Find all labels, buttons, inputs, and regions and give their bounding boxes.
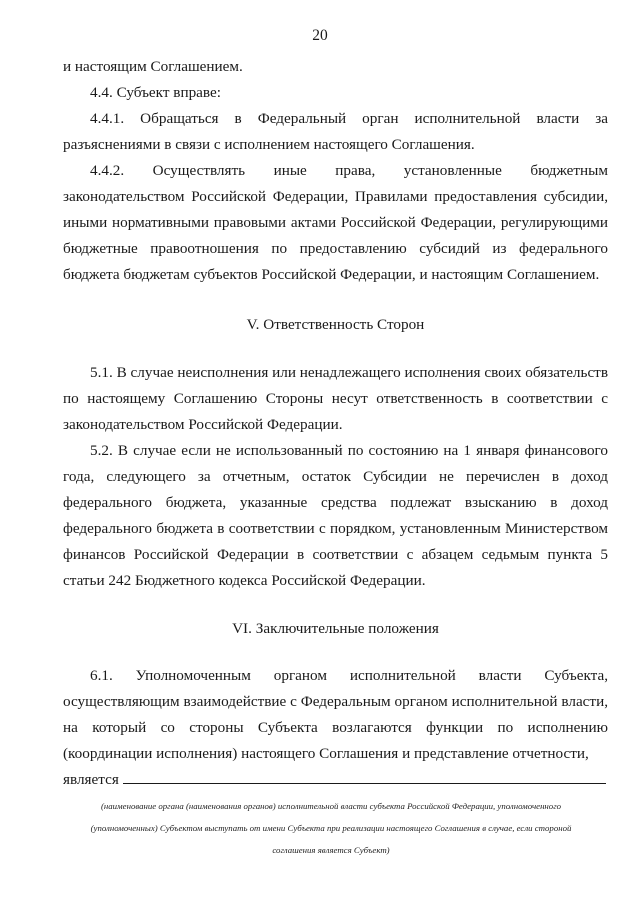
page-number: 20 [312, 27, 328, 44]
section-heading-vi: VI. Заключительные положения [232, 620, 439, 637]
paragraph-6-1-tail [63, 767, 608, 793]
paragraph-4-4-2: 4.4.2. Осуществлять иные права, установленные бюджетным законодательством Российской Федерации, Правилами предоставления субсидии, иными нормативными правовыми актами Российской Федерации, регулирующими бюджетные правоотношения по предоставлению субсидий из федерального бюджета бюджетам субъектов Российской Федерации, и настоящим Соглашением. [63, 162, 608, 283]
paragraph-6-1: 6.1. Уполномоченным органом исполнительной власти Субъекта, осуществляющим взаимодействие с Федеральным органом исполнительной власти, на который со стороны Субъекта возлагаются функции по исполнению (координации исполнения) настоящего Соглашения и представление отчетности, [63, 667, 608, 762]
paragraph-5-1: 5.1. В случае неисполнения или ненадлежащего исполнения своих обязательств по настоящему Соглашению Стороны несут ответственность в соответствии с законодательством Российской Федерации. [63, 364, 608, 433]
paragraph-4-4: 4.4. Субъект вправе: [90, 84, 221, 101]
paragraph-continuation: и настоящим Соглашением. [63, 58, 243, 75]
paragraph-5-2: 5.2. В случае если не использованный по состоянию на 1 января финансового года, следующего за отчетным, остаток Субсидии не перечислен в доход федерального бюджета, указанные средства подлежат взысканию в доход федерального бюджета в соответствии с порядком, установленным Министерством финансов Российской Федерации в соответствии с абзацем седьмым пункта 5 статьи 242 Бюджетного кодекса Российской Федерации. [63, 442, 608, 589]
paragraph-4-4-1: 4.4.1. Обращаться в Федеральный орган исполнительной власти за разъяснениями в связи с исполнением настоящего Соглашения. [63, 110, 608, 153]
footnote-line-1: (наименование органа (наименования органов) исполнительной власти субъекта Российской Федерации, уполномоченного [100, 801, 562, 811]
document-body [63, 54, 608, 793]
paragraph-6-1-tail-text: является [63, 771, 119, 788]
section-heading-v: V. Ответственность Сторон [246, 316, 425, 333]
authority-name-blank-line[interactable] [123, 767, 606, 784]
footnote-line-2: (уполномоченных) Субъектом выступать от имени Субъекта при реализации настоящего Соглашения в случае, если стороной [90, 823, 572, 833]
footnote-line-3: соглашения является Субъект) [272, 845, 390, 855]
footnote-caption [40, 795, 622, 861]
